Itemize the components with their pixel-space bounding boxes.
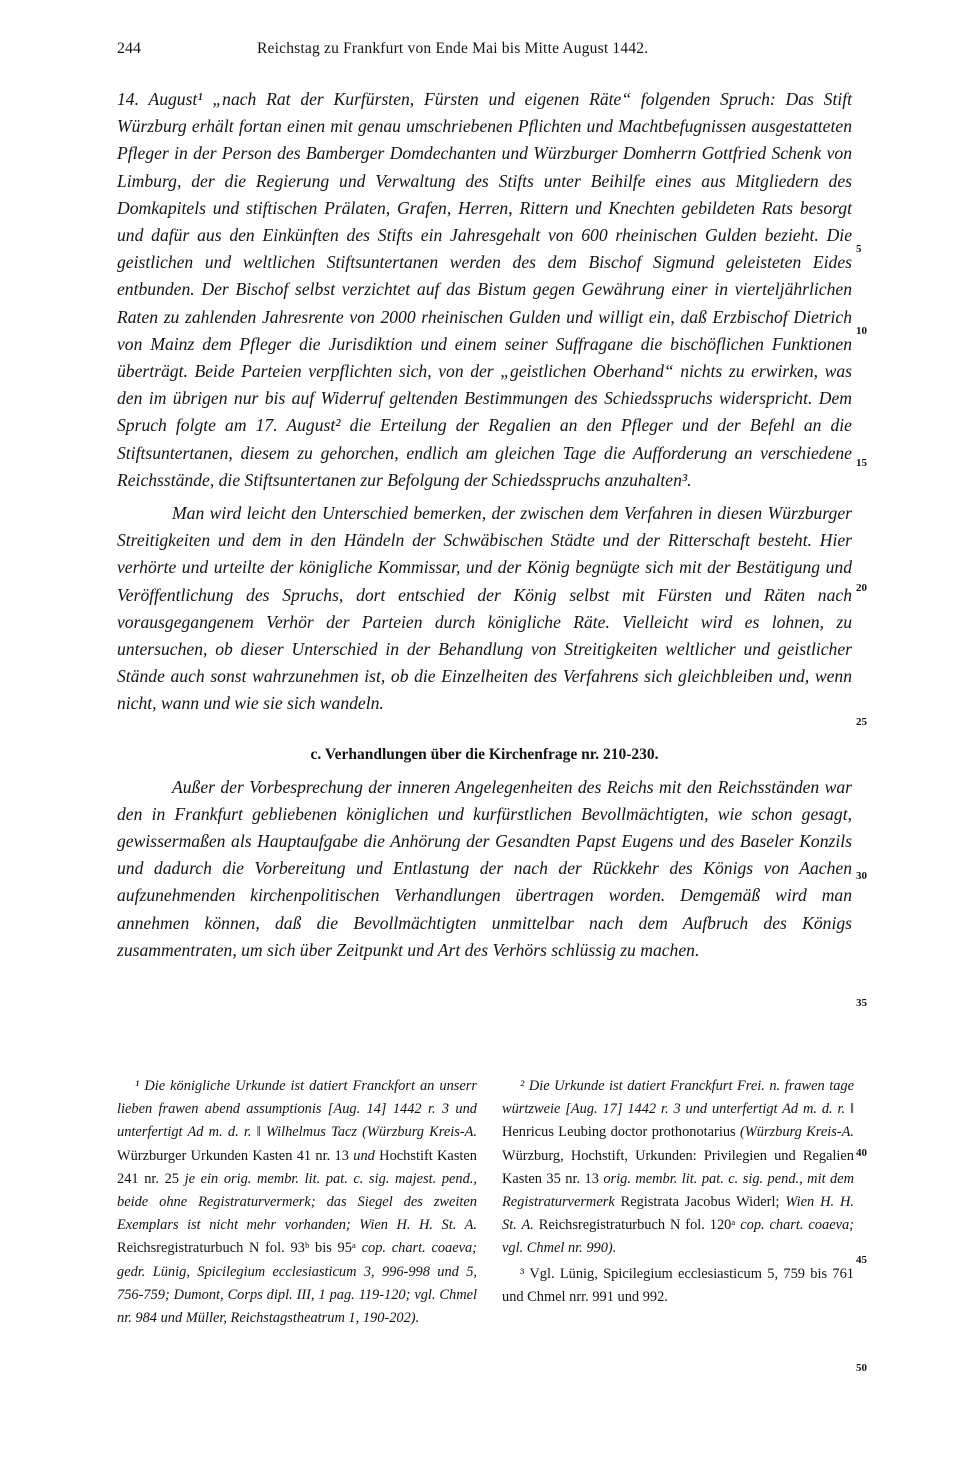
line-number-45: 45: [856, 1254, 867, 1266]
footnote-2-part: Reichsregistraturbuch N fol. 120ᵃ: [538, 1217, 736, 1234]
footnote-2: [502, 1075, 854, 1261]
line-number-20: 20: [856, 582, 867, 594]
page-number: 244: [117, 40, 141, 57]
line-number-50: 50: [856, 1362, 867, 1374]
footnote-column-right: [502, 1075, 854, 1309]
main-text: [117, 86, 852, 964]
section-heading: c. Verhandlungen über die Kirchenfrage nr. 210-230.: [310, 745, 659, 763]
line-number-30: 30: [856, 870, 867, 882]
footnote-2-part: cop. chart. coaeva; vgl. Chmel nr. 990).: [502, 1217, 854, 1257]
footnote-1-part: Hochstift Kasten 241 nr. 25: [117, 1147, 478, 1187]
line-number-10: 10: [856, 325, 867, 337]
footnote-column-left: [117, 1075, 477, 1330]
footnote-2-part: orig. membr. lit. pat. c. sig. pend., mit dem Registraturvermerk: [502, 1170, 854, 1211]
footnote-1-part: Reichsregistraturbuch N fol. 93ᵇ bis 95ᵃ: [117, 1240, 356, 1257]
footnote-1-part: je ein orig. membr. lit. pat. c. sig. majest. pend., beide ohne Registraturvermerk; das Siegel des zweiten Exemplars ist nicht mehr vorhanden; Wien H. H. St. A.: [117, 1170, 477, 1234]
footnote-1: [117, 1075, 477, 1330]
line-number-15: 15: [856, 457, 867, 469]
page-header: [117, 40, 857, 70]
footnote-2-part: Registrata Jacobus Widerl;: [620, 1194, 780, 1211]
footnote-2-part: (Würzburg Kreis-A.: [739, 1124, 854, 1141]
footnote-2-part: Wien H. H. St. A.: [502, 1194, 854, 1234]
footnote-2-part: ² Die Urkunde ist datiert Franckfurt Frei. n. frawen tage würtzweie [Aug. 17] 1442 r. 3 und unterfertigt Ad m. d. r. ‖: [502, 1078, 854, 1118]
footnote-1-part: ¹ Die königliche Urkunde ist datiert Franckfort an unserr lieben frawen abend assumptionis [Aug. 14] 1442 r. 3 und unterfertigt Ad m. d. r. ‖ Wilhelmus Tacz (Würzburg Kreis-A.: [117, 1078, 477, 1141]
line-number-35: 35: [856, 997, 867, 1009]
paragraph-arbitration-ruling: 14. August¹ „nach Rat der Kurfürsten, Fürsten und eigenen Räte“ folgenden Spruch: Das Stift Würzburg erhält fortan einen mit genau umschriebenen Pflichten und Machtbefugnissen ausgestatteten Pfleger in der Person des Bamberger Domdechanten und Würzburger Domherrn Gottfried Schenk von Limburg, der die Regierung und Verwaltung des Stifts unter Beihilfe eines aus Mitgliedern des Domkapitels und stiftischen Prälaten, Grafen, Herren, Rittern und Knechten gebildeten Rats besorgt und dafür aus den Einkünften des Stifts ein Jahresgehalt von 600 rheinischen Gulden bezieht. Die geistlichen und weltlichen Stiftsuntertanen werden des dem Bischof Sigmund geleisteten Eides entbunden. Der Bischof selbst verzichtet auf das Bistum gegen Gewährung einer in vierteljährlichen Raten zu zahlenden Jahresrente von 2000 rheinischen Gulden und willigt ein, daß Erzbischof Dietrich von Mainz dem Pfleger die Jurisdiktion und einem seiner Suffragane die bischöflichen Funktionen überträgt. Beide Parteien verpflichten sich, von der „geistlichen Oberhand“ nichts zu erwirken, was den im übrigen nur bis auf Widerruf geltenden Bestimmungen des Schiedsspruchs widerspricht. Dem Spruch folgte am 17. August² die Erteilung der Regalien an den Pfleger und der Befehl an die Stiftsuntertanen, diesem zu gehorchen, endlich am gleichen Tage die Aufforderung an verschiedene Reichsstände, die Stiftsuntertanen zur Befolgung der Schiedsspruchs anzuhalten³.: [117, 89, 852, 490]
line-number-25: 25: [856, 716, 867, 728]
footnote-1-part: und: [353, 1147, 375, 1164]
running-head: Reichstag zu Frankfurt von Ende Mai bis Mitte August 1442.: [257, 40, 649, 57]
paragraph-procedure-comparison: Man wird leicht den Unterschied bemerken, der zwischen dem Verfahren in diesen Würzburger Streitigkeiten und dem in den Händeln der Schwäbischen Städte und der Ritterschaft besteht. Hier verhörte und urteilte der königliche Kommissar, und der König begnügte sich mit der Bestätigung und Veröffentlichung des Spruchs, dort entschied der König selbst mit Fürsten und Räten nach vorausgegangenem Verhör der Parteien durch königliche Räte. Vielleicht wird es lohnen, zu untersuchen, ob dieser Unterschied in der Behandlung von Streitigkeiten weltlicher und geistlicher Stände auch sonst wahrzunehmen ist, ob die Einzelheiten des Verfahrens sich gleichbleiben und, wenn nicht, wann und wie sie sich wandeln.: [117, 503, 852, 714]
paragraph-church-negotiations: Außer der Vorbesprechung der inneren Angelegenheiten des Reichs mit den Reichsständen war den in Frankfurt gebliebenen königlichen und kurfürstlichen Bevollmächtigten, wie schon gesagt, gewissermaßen als Hauptaufgabe die Anhörung der Gesandten Papst Eugens und des Baseler Konzils und dadurch die Vorbereitung und Entlastung der nach der Rückkehr des Königs von Aachen aufzunehmenden kirchenpolitischen Verhandlungen übertragen worden. Demgemäß wird man annehmen können, daß die Bevollmächtigten unmittelbar nach dem Aufbruch des Königs zusammentraten, um sich über Zeitpunkt und Art des Verhörs schlüssig zu machen.: [117, 776, 852, 960]
footnote-3: ³ Vgl. Lünig, Spicilegium ecclesiasticum 5, 759 bis 761 und Chmel nrr. 991 und 992.: [502, 1265, 854, 1305]
footnote-1-part: Würzburger Urkunden Kasten 41 nr. 13: [117, 1147, 349, 1164]
footnote-2-part: Henricus Leubing doctor prothonotarius: [502, 1124, 736, 1141]
line-number-40: 40: [856, 1147, 867, 1159]
line-number-5: 5: [856, 243, 862, 255]
footnote-1-part: cop. chart. coaeva; gedr. Lünig, Spicilegium ecclesiasticum 3, 996-998 und 5, 756-759; Dumont, Corps dipl. III, 1 pag. 119-120; vgl. Chmel nr. 984 und Müller, Reichstagstheatrum 1, 190-202).: [117, 1240, 477, 1327]
footnote-2-part: Würzburg, Hochstift, Urkunden: Privilegien und Regalien Kasten 35 nr. 13: [502, 1147, 854, 1187]
